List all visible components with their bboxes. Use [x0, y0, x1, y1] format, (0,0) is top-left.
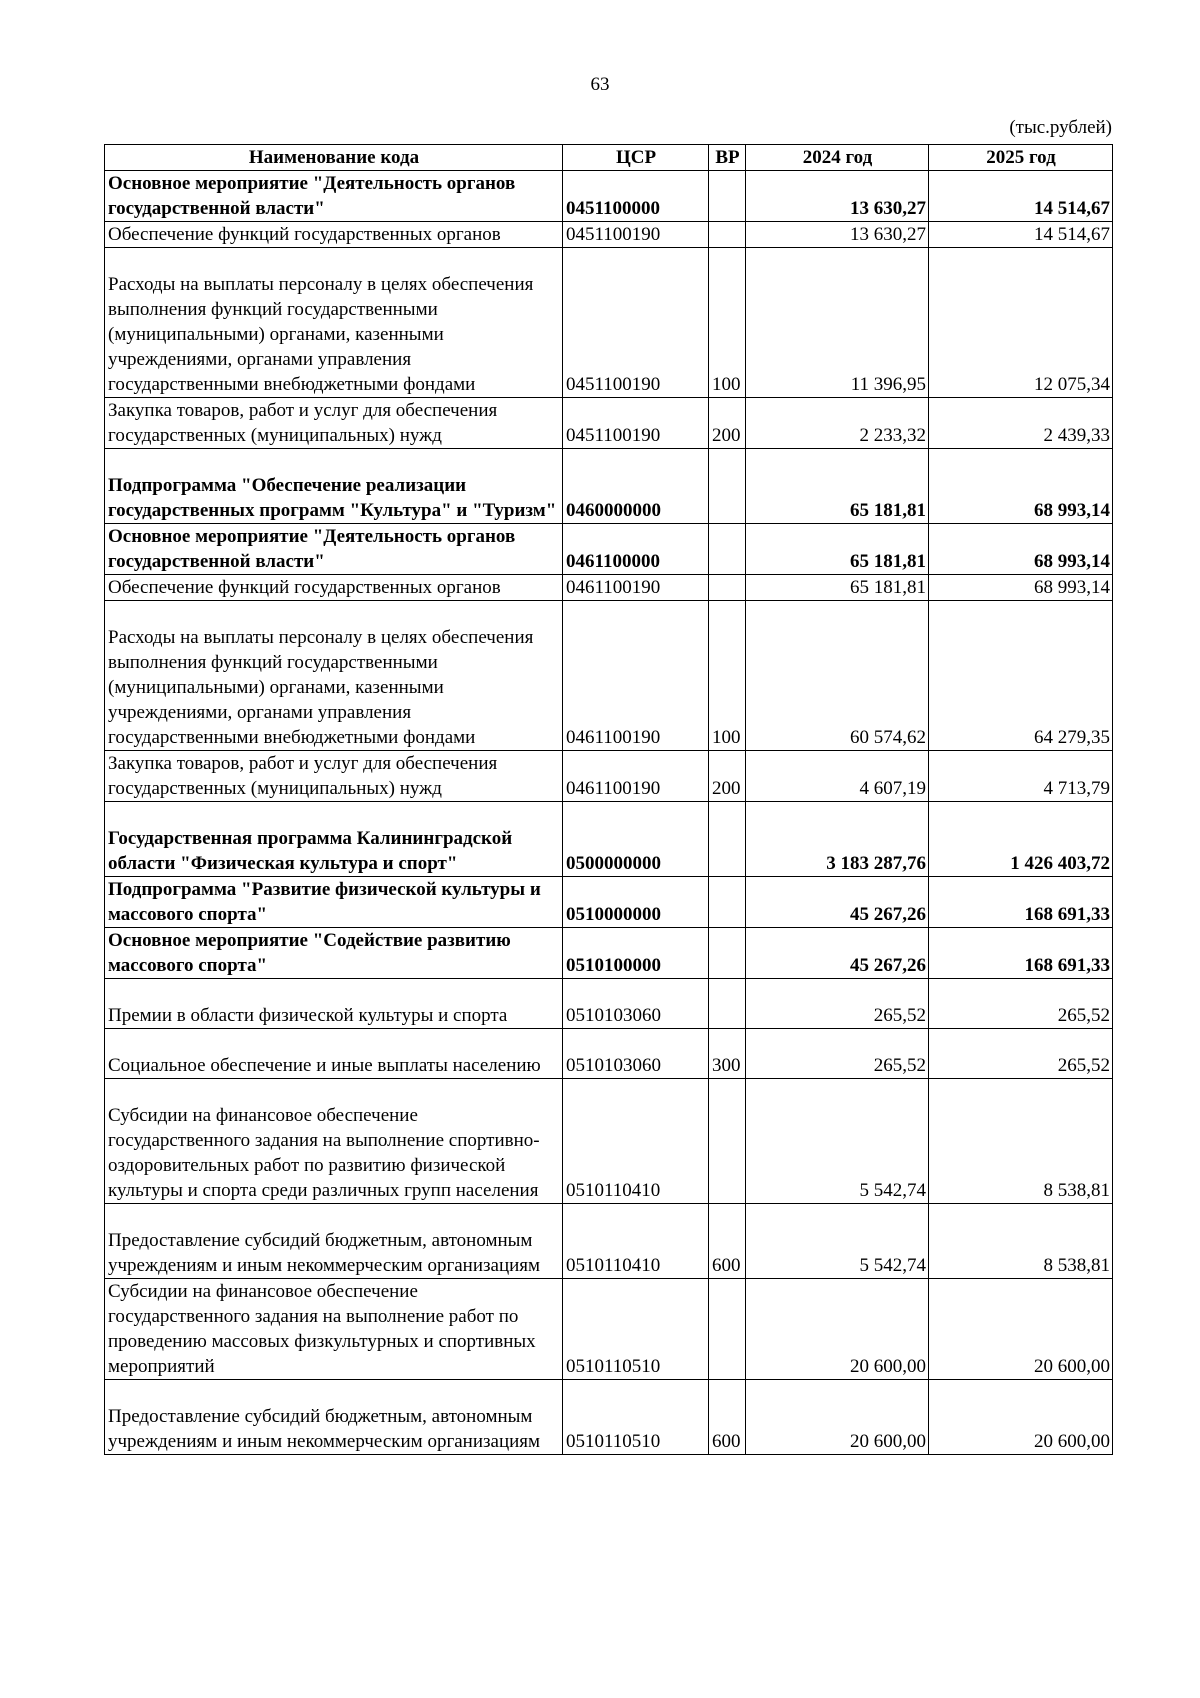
row-amount-2025: 4 713,79: [929, 751, 1113, 802]
table-row: [105, 1380, 1113, 1455]
row-amount-2024: 65 181,81: [746, 575, 929, 601]
row-csr: 0460000000: [563, 449, 709, 524]
table-row: [105, 979, 1113, 1029]
row-csr: 0451100190: [563, 222, 709, 248]
table-row: [105, 751, 1113, 802]
table-row: [105, 928, 1113, 979]
row-vr: [709, 877, 746, 928]
header-2025: 2025 год: [929, 145, 1113, 171]
row-amount-2024: 2 233,32: [746, 398, 929, 449]
row-name: Основное мероприятие "Содействие развитию массового спорта": [105, 928, 563, 979]
table-row: [105, 449, 1113, 524]
row-amount-2025: 20 600,00: [929, 1380, 1113, 1455]
row-vr: 600: [709, 1380, 746, 1455]
row-amount-2025: 14 514,67: [929, 222, 1113, 248]
row-name: Субсидии на финансовое обеспечение государственного задания на выполнение спортивно-оздоровительных работ по развитию физической культуры и спорта среди различных групп населения: [105, 1079, 563, 1204]
row-vr: [709, 575, 746, 601]
row-csr: 0461100190: [563, 601, 709, 751]
row-amount-2025: 8 538,81: [929, 1204, 1113, 1279]
header-vr: ВР: [709, 145, 746, 171]
table-header-row: [105, 145, 1113, 171]
row-vr: 200: [709, 398, 746, 449]
table-row: [105, 802, 1113, 877]
row-vr: [709, 524, 746, 575]
row-csr: 0510100000: [563, 928, 709, 979]
row-vr: 100: [709, 248, 746, 398]
page-number: 63: [590, 74, 610, 95]
row-csr: 0510110410: [563, 1079, 709, 1204]
row-name: Субсидии на финансовое обеспечение государственного задания на выполнение работ по проведению массовых физкультурных и спортивных мероприятий: [105, 1279, 563, 1380]
row-amount-2024: 13 630,27: [746, 222, 929, 248]
row-csr: 0461100190: [563, 751, 709, 802]
row-name: Подпрограмма "Развитие физической культуры и массового спорта": [105, 877, 563, 928]
row-amount-2024: 45 267,26: [746, 877, 929, 928]
row-amount-2024: 5 542,74: [746, 1079, 929, 1204]
row-name: Расходы на выплаты персоналу в целях обеспечения выполнения функций государственными (муниципальными) органами, казенными учреждениями, органами управления государственными внебюджетными фондами: [105, 601, 563, 751]
row-name: Основное мероприятие "Деятельность органов государственной власти": [105, 171, 563, 222]
row-vr: 200: [709, 751, 746, 802]
row-amount-2025: 14 514,67: [929, 171, 1113, 222]
table-row: [105, 1204, 1113, 1279]
row-amount-2025: 168 691,33: [929, 928, 1113, 979]
row-name: Основное мероприятие "Деятельность органов государственной власти": [105, 524, 563, 575]
row-amount-2024: 65 181,81: [746, 449, 929, 524]
row-amount-2025: 8 538,81: [929, 1079, 1113, 1204]
row-name: Подпрограмма "Обеспечение реализации государственных программ "Культура" и "Туризм": [105, 449, 563, 524]
units-label: (тыс.рублей): [1009, 117, 1112, 138]
row-amount-2024: 45 267,26: [746, 928, 929, 979]
row-csr: 0510110410: [563, 1204, 709, 1279]
row-name: Закупка товаров, работ и услуг для обеспечения государственных (муниципальных) нужд: [105, 751, 563, 802]
row-name: Предоставление субсидий бюджетным, автономным учреждениям и иным некоммерческим организациям: [105, 1204, 563, 1279]
row-amount-2025: 20 600,00: [929, 1279, 1113, 1380]
table-row: [105, 877, 1113, 928]
table-row: [105, 524, 1113, 575]
row-amount-2025: 68 993,14: [929, 524, 1113, 575]
row-csr: 0500000000: [563, 802, 709, 877]
row-amount-2024: 20 600,00: [746, 1380, 929, 1455]
header-name: Наименование кода: [105, 145, 563, 171]
row-amount-2025: 68 993,14: [929, 449, 1113, 524]
row-amount-2024: 5 542,74: [746, 1204, 929, 1279]
row-amount-2024: 65 181,81: [746, 524, 929, 575]
table-row: [105, 601, 1113, 751]
row-amount-2024: 265,52: [746, 979, 929, 1029]
row-amount-2024: 60 574,62: [746, 601, 929, 751]
table-row: [105, 1029, 1113, 1079]
row-csr: 0510110510: [563, 1380, 709, 1455]
row-amount-2025: 168 691,33: [929, 877, 1113, 928]
row-name: Социальное обеспечение и иные выплаты населению: [105, 1029, 563, 1079]
row-amount-2025: 2 439,33: [929, 398, 1113, 449]
row-amount-2025: 265,52: [929, 1029, 1113, 1079]
row-vr: 600: [709, 1204, 746, 1279]
row-vr: [709, 222, 746, 248]
row-vr: [709, 979, 746, 1029]
row-csr: 0510103060: [563, 1029, 709, 1079]
row-amount-2024: 11 396,95: [746, 248, 929, 398]
table-row: [105, 398, 1113, 449]
table-row: [105, 222, 1113, 248]
table-row: [105, 171, 1113, 222]
row-amount-2025: 12 075,34: [929, 248, 1113, 398]
table-row: [105, 1279, 1113, 1380]
row-name: Государственная программа Калининградской области "Физическая культура и спорт": [105, 802, 563, 877]
row-csr: 0510110510: [563, 1279, 709, 1380]
row-amount-2024: 20 600,00: [746, 1279, 929, 1380]
row-name: Закупка товаров, работ и услуг для обеспечения государственных (муниципальных) нужд: [105, 398, 563, 449]
row-vr: [709, 1079, 746, 1204]
row-amount-2024: 4 607,19: [746, 751, 929, 802]
table-row: [105, 1079, 1113, 1204]
budget-table: [104, 144, 1113, 1455]
row-vr: 300: [709, 1029, 746, 1079]
row-vr: [709, 1279, 746, 1380]
row-amount-2024: 13 630,27: [746, 171, 929, 222]
row-csr: 0451100000: [563, 171, 709, 222]
row-vr: [709, 171, 746, 222]
row-csr: 0510000000: [563, 877, 709, 928]
table-row: [105, 248, 1113, 398]
row-csr: 0461100000: [563, 524, 709, 575]
row-csr: 0510103060: [563, 979, 709, 1029]
row-vr: [709, 449, 746, 524]
header-2024: 2024 год: [746, 145, 929, 171]
row-vr: 100: [709, 601, 746, 751]
row-csr: 0451100190: [563, 248, 709, 398]
row-amount-2025: 64 279,35: [929, 601, 1113, 751]
row-name: Премии в области физической культуры и спорта: [105, 979, 563, 1029]
row-amount-2025: 68 993,14: [929, 575, 1113, 601]
row-name: Предоставление субсидий бюджетным, автономным учреждениям и иным некоммерческим организациям: [105, 1380, 563, 1455]
row-name: Расходы на выплаты персоналу в целях обеспечения выполнения функций государственными (муниципальными) органами, казенными учреждениями, органами управления государственными внебюджетными фондами: [105, 248, 563, 398]
row-amount-2024: 265,52: [746, 1029, 929, 1079]
row-csr: 0451100190: [563, 398, 709, 449]
header-csr: ЦСР: [563, 145, 709, 171]
row-name: Обеспечение функций государственных органов: [105, 222, 563, 248]
row-name: Обеспечение функций государственных органов: [105, 575, 563, 601]
table-row: [105, 575, 1113, 601]
row-amount-2024: 3 183 287,76: [746, 802, 929, 877]
row-amount-2025: 1 426 403,72: [929, 802, 1113, 877]
row-vr: [709, 928, 746, 979]
row-vr: [709, 802, 746, 877]
row-amount-2025: 265,52: [929, 979, 1113, 1029]
row-csr: 0461100190: [563, 575, 709, 601]
